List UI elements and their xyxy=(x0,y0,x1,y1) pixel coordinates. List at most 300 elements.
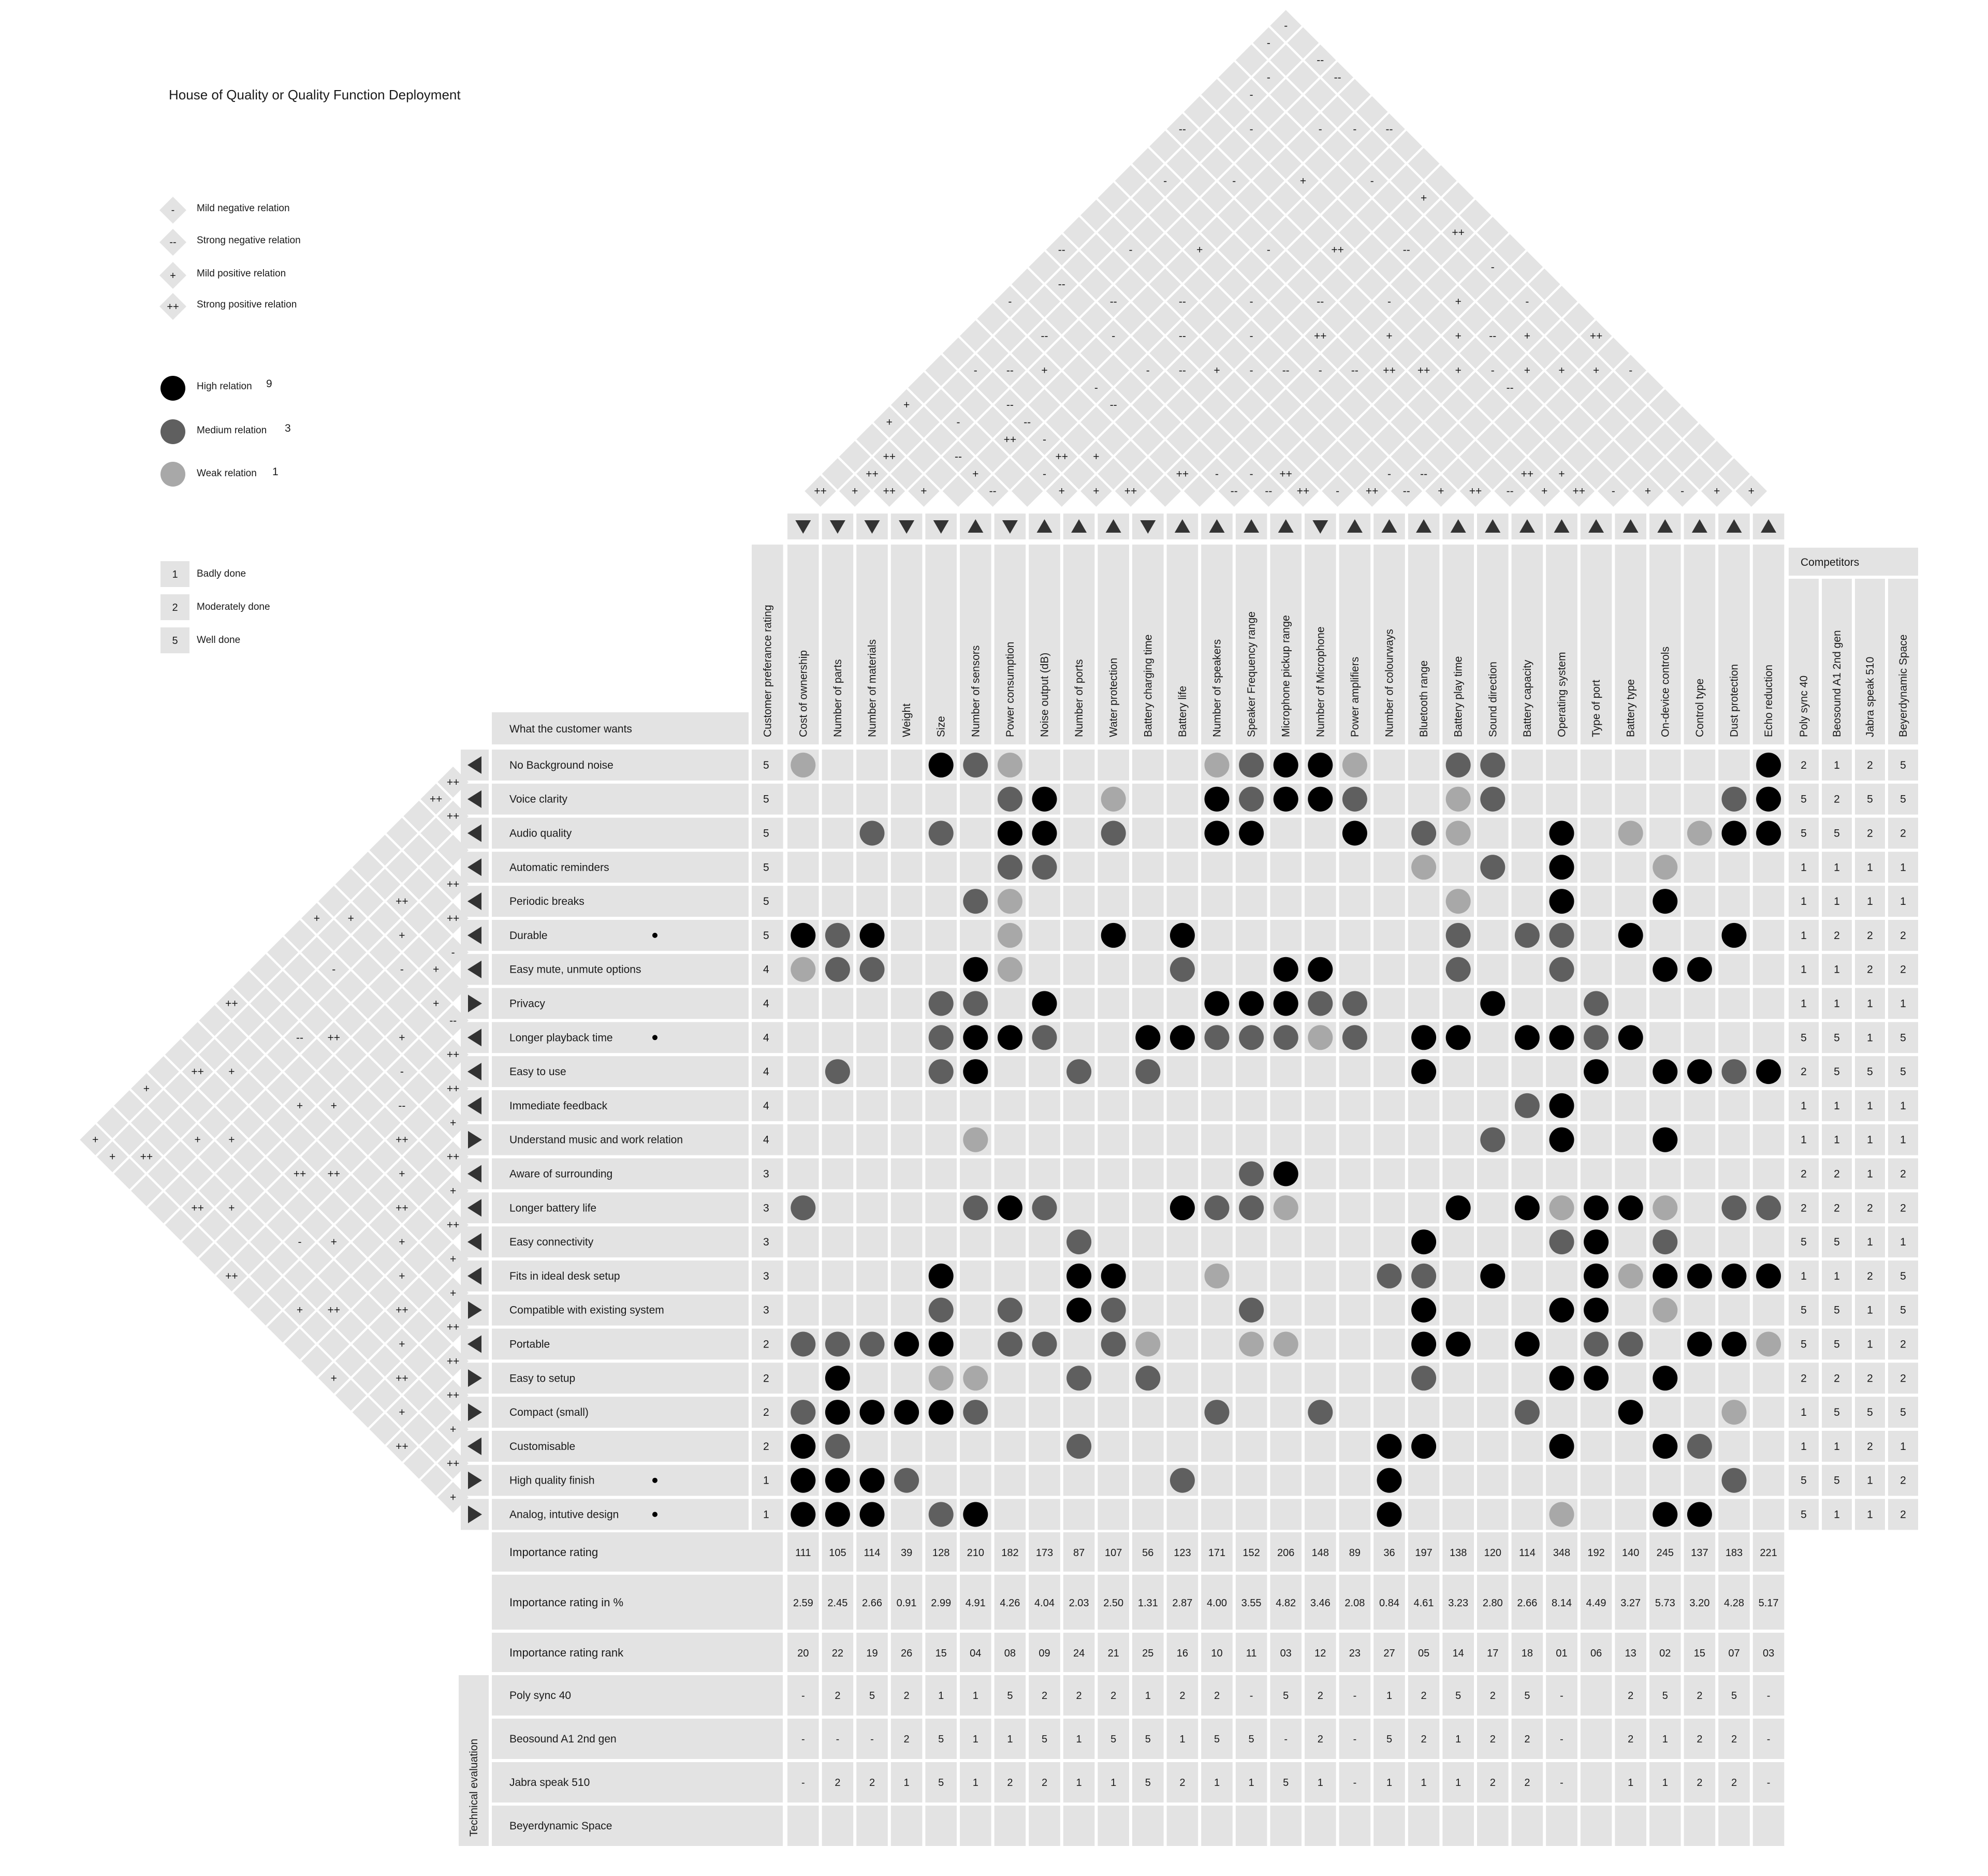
matrix-cell xyxy=(1753,920,1785,951)
high-relation-dot xyxy=(1446,1025,1471,1050)
matrix-cell xyxy=(1373,818,1405,849)
wall-correlation-symbol: + xyxy=(399,1236,405,1249)
roof-correlation-symbol: - xyxy=(1112,330,1116,342)
matrix-cell xyxy=(1201,886,1233,917)
importance-value: 4.28 xyxy=(1724,1597,1744,1609)
matrix-cell xyxy=(1753,1499,1785,1530)
medium-relation-dot xyxy=(1032,855,1057,880)
medium-relation-dot xyxy=(1480,787,1505,812)
legend-strong-negative-symbol: -- xyxy=(169,237,177,248)
matrix-cell xyxy=(1098,886,1129,917)
tech-eval-value: 2 xyxy=(1041,1777,1048,1789)
competitor-score: 1 xyxy=(1834,759,1840,771)
matrix-cell xyxy=(1063,1329,1095,1360)
medium-relation-dot xyxy=(1239,1162,1264,1186)
matrix-cell xyxy=(891,920,923,951)
want-rating: 4 xyxy=(763,963,769,976)
roof-correlation-symbol: -- xyxy=(1317,54,1324,67)
matrix-cell xyxy=(1512,1261,1543,1292)
matrix-cell xyxy=(1167,818,1198,849)
competitor-score: 2 xyxy=(1801,1168,1807,1180)
importance-value: 3.46 xyxy=(1310,1597,1331,1609)
roof-correlation-symbol: + xyxy=(1644,485,1651,497)
matrix-cell xyxy=(925,852,957,883)
importance-value: 14 xyxy=(1452,1648,1464,1659)
roof-correlation-symbol: + xyxy=(1455,330,1461,342)
competitor-score: 2 xyxy=(1801,759,1807,771)
wall-correlation-symbol: + xyxy=(399,1270,405,1282)
matrix-cell xyxy=(822,1226,854,1257)
medium-relation-dot xyxy=(998,855,1022,880)
importance-value: 4.00 xyxy=(1207,1597,1227,1609)
competitor-score: 1 xyxy=(1867,1508,1873,1521)
matrix-cell xyxy=(1718,988,1750,1019)
medium-relation-dot xyxy=(998,1332,1022,1357)
high-relation-dot xyxy=(1550,1025,1574,1050)
importance-value: 206 xyxy=(1277,1547,1295,1559)
matrix-cell xyxy=(1753,886,1785,917)
roof-correlation-symbol: -- xyxy=(1420,468,1428,480)
legend-weak-value: 1 xyxy=(272,466,279,478)
medium-relation-dot xyxy=(1550,923,1574,948)
importance-value: 192 xyxy=(1587,1547,1605,1559)
want-rating: 5 xyxy=(763,793,769,805)
matrix-cell xyxy=(1684,1090,1716,1121)
competitor-score: 1 xyxy=(1867,861,1873,874)
want-label: Periodic breaks xyxy=(509,896,584,908)
weak-relation-dot xyxy=(1239,1332,1264,1357)
matrix-cell xyxy=(1649,988,1681,1019)
matrix-cell xyxy=(1201,1124,1233,1155)
matrix-cell xyxy=(1753,1159,1785,1190)
want-label: Easy connectivity xyxy=(509,1236,594,1249)
roof-correlation-symbol: - xyxy=(1387,468,1391,480)
legend-mild-positive-label: Mild positive relation xyxy=(197,268,286,279)
medium-relation-dot xyxy=(825,923,850,948)
medium-relation-dot xyxy=(963,1400,988,1425)
technical-evaluation-label: Technical evaluation xyxy=(468,1738,480,1837)
matrix-cell xyxy=(1408,784,1440,815)
matrix-cell xyxy=(856,1124,888,1155)
matrix-cell xyxy=(1236,1431,1267,1462)
medium-relation-dot xyxy=(791,1332,815,1357)
medium-relation-dot xyxy=(929,1059,954,1084)
matrix-cell xyxy=(1063,1022,1095,1053)
high-relation-dot xyxy=(1274,1162,1298,1186)
weak-relation-dot xyxy=(791,753,815,778)
medium-relation-dot xyxy=(1480,855,1505,880)
tech-eval-value: 2 xyxy=(1317,1690,1323,1702)
competitor-score: 5 xyxy=(1834,1066,1840,1078)
competitor-score: 1 xyxy=(1834,998,1840,1010)
importance-value: 87 xyxy=(1073,1547,1085,1559)
matrix-cell xyxy=(1029,1431,1060,1462)
want-label: Customisable xyxy=(509,1440,576,1453)
matrix-cell xyxy=(856,1192,888,1223)
roof-correlation-symbol: ++ xyxy=(1314,330,1327,342)
matrix-cell xyxy=(1098,1124,1129,1155)
matrix-cell xyxy=(1339,1295,1371,1326)
tech-eval-cell xyxy=(925,1806,957,1846)
roof-correlation-symbol: -- xyxy=(989,485,997,497)
matrix-cell xyxy=(1132,1397,1164,1428)
roof-correlation-symbol: - xyxy=(1249,330,1253,342)
importance-value: 8.14 xyxy=(1552,1597,1572,1609)
matrix-cell xyxy=(1373,1124,1405,1155)
matrix-cell xyxy=(1201,1362,1233,1394)
matrix-cell xyxy=(1305,1329,1336,1360)
matrix-cell xyxy=(1132,1159,1164,1190)
matrix-cell xyxy=(1512,1295,1543,1326)
tech-eval-value: 2 xyxy=(1214,1690,1220,1702)
importance-value: 3.55 xyxy=(1241,1597,1262,1609)
matrix-cell xyxy=(1063,1124,1095,1155)
medium-relation-dot xyxy=(1205,1400,1230,1425)
wall-correlation-symbol: ++ xyxy=(396,1440,408,1453)
matrix-cell xyxy=(1684,886,1716,917)
roof-correlation-symbol: ++ xyxy=(1331,244,1344,256)
importance-value: 210 xyxy=(967,1547,984,1559)
matrix-cell xyxy=(1270,1090,1302,1121)
tech-eval-value: 2 xyxy=(1731,1777,1737,1789)
matrix-cell xyxy=(891,1022,923,1053)
medium-relation-dot xyxy=(1239,1195,1264,1220)
competitor-score: 1 xyxy=(1801,929,1807,942)
high-relation-dot xyxy=(1756,1059,1781,1084)
high-relation-dot xyxy=(791,923,815,948)
tech-eval-value: 5 xyxy=(1145,1777,1151,1789)
high-relation-dot xyxy=(1653,1502,1677,1527)
matrix-cell xyxy=(1718,1124,1750,1155)
medium-relation-dot xyxy=(1411,821,1436,846)
competitor-score: 1 xyxy=(1900,1100,1906,1112)
matrix-cell xyxy=(1236,1124,1267,1155)
importance-value: 27 xyxy=(1383,1648,1395,1659)
want-label: Compatible with existing system xyxy=(509,1304,664,1316)
wall-correlation-symbol: - xyxy=(451,946,455,959)
matrix-cell xyxy=(1373,1362,1405,1394)
matrix-cell xyxy=(960,920,991,951)
medium-relation-dot xyxy=(1066,1229,1091,1254)
high-relation-dot xyxy=(825,1468,850,1493)
wall-correlation-symbol: ++ xyxy=(327,1168,341,1180)
medium-relation-dot xyxy=(1101,1298,1126,1323)
competitor-score: 5 xyxy=(1900,1066,1906,1078)
roof-correlation-symbol: -- xyxy=(1178,296,1186,308)
competitor-score: 2 xyxy=(1867,929,1873,942)
matrix-cell xyxy=(891,784,923,815)
medium-relation-dot xyxy=(1342,1025,1367,1050)
tech-eval-value: 2 xyxy=(1110,1690,1117,1702)
tech-eval-value: 2 xyxy=(1421,1690,1427,1702)
matrix-cell xyxy=(1132,1124,1164,1155)
competitor-score: 2 xyxy=(1867,1372,1873,1385)
tech-eval-value: 1 xyxy=(1007,1734,1013,1745)
want-label: Privacy xyxy=(509,998,545,1010)
roof-correlation-symbol: -- xyxy=(1489,330,1497,342)
medium-relation-dot xyxy=(1170,957,1195,982)
roof-correlation-symbol: - xyxy=(1094,382,1098,394)
tech-eval-value: 2 xyxy=(835,1690,841,1702)
matrix-cell xyxy=(1581,1090,1612,1121)
requirement-header-label: Battery play time xyxy=(1452,656,1465,737)
matrix-cell xyxy=(1408,988,1440,1019)
matrix-cell xyxy=(1132,1192,1164,1223)
high-relation-dot xyxy=(1550,1366,1574,1390)
matrix-cell xyxy=(1201,1295,1233,1326)
matrix-cell xyxy=(1098,1431,1129,1462)
matrix-cell xyxy=(960,784,991,815)
high-relation-dot xyxy=(929,1264,954,1288)
wall-correlation-symbol: ++ xyxy=(140,1151,153,1163)
tech-eval-value: 1 xyxy=(1248,1777,1254,1789)
wall-correlation-symbol: ++ xyxy=(327,1304,341,1316)
wall-correlation-symbol: + xyxy=(228,1134,235,1146)
want-marker-dot xyxy=(652,1035,657,1040)
wall-correlation-symbol: + xyxy=(296,1304,303,1316)
competitor-score: 2 xyxy=(1900,963,1906,976)
matrix-cell xyxy=(1408,1499,1440,1530)
roof-correlation-symbol: + xyxy=(1214,364,1220,377)
roof-correlation-symbol: -- xyxy=(1351,364,1358,377)
wall-correlation-symbol: ++ xyxy=(446,878,460,891)
high-relation-dot xyxy=(860,923,885,948)
roof-correlation-symbol: + xyxy=(1541,485,1548,497)
roof-correlation-symbol: -- xyxy=(1024,416,1031,429)
matrix-cell xyxy=(925,1159,957,1190)
matrix-cell xyxy=(1615,784,1646,815)
want-label: Automatic reminders xyxy=(509,861,609,874)
high-relation-dot xyxy=(791,1502,815,1527)
competitor-score: 2 xyxy=(1900,1372,1906,1385)
matrix-cell xyxy=(1098,852,1129,883)
high-relation-dot xyxy=(825,1400,850,1425)
matrix-cell xyxy=(1581,784,1612,815)
matrix-cell xyxy=(1029,886,1060,917)
want-label: Audio quality xyxy=(509,827,572,840)
tech-eval-value: 5 xyxy=(1041,1734,1048,1745)
roof-correlation-symbol: ++ xyxy=(1279,468,1292,480)
medium-relation-dot xyxy=(1550,957,1574,982)
competitor-score: 2 xyxy=(1834,929,1840,942)
matrix-cell xyxy=(995,1124,1026,1155)
importance-value: 3.20 xyxy=(1689,1597,1710,1609)
competitor-score: 1 xyxy=(1867,998,1873,1010)
tech-eval-value: 2 xyxy=(1524,1734,1530,1745)
legend-medium-value: 3 xyxy=(285,422,291,434)
matrix-cell xyxy=(1512,1499,1543,1530)
competitor-score: 5 xyxy=(1900,1270,1906,1282)
medium-relation-dot xyxy=(1032,1025,1057,1050)
roof-correlation-symbol: -- xyxy=(1058,244,1065,256)
high-relation-dot xyxy=(860,1400,885,1425)
matrix-cell xyxy=(1753,1465,1785,1496)
wall-correlation-symbol: ++ xyxy=(446,1151,460,1163)
matrix-cell xyxy=(1063,784,1095,815)
competitor-score: 2 xyxy=(1867,1440,1873,1453)
high-relation-dot xyxy=(1411,1229,1436,1254)
want-rating: 3 xyxy=(763,1202,769,1214)
matrix-cell xyxy=(1201,1159,1233,1190)
matrix-cell xyxy=(1305,1124,1336,1155)
customer-wants-header-label: What the customer wants xyxy=(509,723,632,735)
competitor-score: 1 xyxy=(1834,1440,1840,1453)
tech-eval-value: 2 xyxy=(1697,1690,1703,1702)
roof-correlation-symbol: ++ xyxy=(1589,330,1603,342)
matrix-cell xyxy=(1098,1056,1129,1087)
want-marker-dot xyxy=(652,933,657,938)
matrix-cell xyxy=(1098,1159,1129,1190)
matrix-cell xyxy=(1063,1499,1095,1530)
roof-correlation-symbol: - xyxy=(1370,175,1374,187)
competitor-score: 5 xyxy=(1801,827,1807,840)
want-rating: 5 xyxy=(763,896,769,908)
high-relation-dot xyxy=(1205,821,1230,846)
matrix-cell xyxy=(1477,954,1509,985)
tech-eval-cell xyxy=(1442,1806,1474,1846)
wall-correlation-symbol: -- xyxy=(296,1032,303,1044)
matrix-cell xyxy=(1029,1056,1060,1087)
competitor-score: 5 xyxy=(1867,793,1873,805)
importance-value: 01 xyxy=(1556,1648,1568,1659)
tech-eval-cell xyxy=(1753,1806,1785,1846)
competitor-score: 1 xyxy=(1867,1100,1873,1112)
competitor-score: 1 xyxy=(1801,998,1807,1010)
matrix-cell xyxy=(856,988,888,1019)
matrix-cell xyxy=(1718,750,1750,781)
wall-correlation-symbol: + xyxy=(313,913,320,925)
tech-eval-cell xyxy=(1098,1806,1129,1846)
matrix-cell xyxy=(1339,920,1371,951)
high-relation-dot xyxy=(1411,1434,1436,1459)
weak-relation-dot xyxy=(1446,821,1471,846)
matrix-cell xyxy=(1753,988,1785,1019)
medium-relation-dot xyxy=(1515,1400,1540,1425)
medium-relation-dot xyxy=(1756,1195,1781,1220)
matrix-cell xyxy=(1581,1431,1612,1462)
medium-relation-dot xyxy=(860,1332,885,1357)
tech-eval-value: 2 xyxy=(903,1690,910,1702)
high-relation-dot xyxy=(1722,1332,1747,1357)
competitor-score: 2 xyxy=(1867,963,1873,976)
matrix-cell xyxy=(822,1295,854,1326)
competitor-score: 5 xyxy=(1801,1236,1807,1249)
matrix-cell xyxy=(1132,818,1164,849)
wall-correlation-symbol: ++ xyxy=(446,1389,460,1402)
importance-value: 123 xyxy=(1174,1547,1191,1559)
matrix-cell xyxy=(891,1499,923,1530)
high-relation-dot xyxy=(1584,1264,1609,1288)
roof-correlation-symbol: ++ xyxy=(1296,485,1310,497)
importance-value: 2.59 xyxy=(793,1597,813,1609)
matrix-cell xyxy=(1408,954,1440,985)
matrix-cell xyxy=(1477,1022,1509,1053)
roof-correlation-symbol: ++ xyxy=(1003,433,1017,446)
matrix-cell xyxy=(822,886,854,917)
roof-correlation-symbol: -- xyxy=(1178,330,1186,342)
requirement-header-label: Number of materials xyxy=(866,639,879,737)
tech-eval-value: - xyxy=(1766,1690,1771,1702)
matrix-cell xyxy=(1442,1261,1474,1292)
high-relation-dot xyxy=(1653,1059,1677,1084)
importance-value: 221 xyxy=(1760,1547,1777,1559)
matrix-cell xyxy=(1339,1124,1371,1155)
matrix-cell xyxy=(925,1465,957,1496)
want-label: Longer playback time xyxy=(509,1032,613,1044)
medium-relation-dot xyxy=(1101,1332,1126,1357)
medium-relation-dot xyxy=(1722,1059,1747,1084)
tech-eval-value: 1 xyxy=(972,1734,978,1745)
matrix-cell xyxy=(1442,1465,1474,1496)
tech-eval-value: 2 xyxy=(1076,1690,1082,1702)
high-relation-dot xyxy=(1515,1025,1540,1050)
requirement-header-label: Battery capacity xyxy=(1521,659,1533,737)
matrix-cell xyxy=(856,852,888,883)
wall-correlation-symbol: + xyxy=(143,1083,150,1095)
tech-eval-cell xyxy=(1339,1806,1371,1846)
importance-value: 1.31 xyxy=(1137,1597,1158,1609)
matrix-cell xyxy=(1201,1499,1233,1530)
roof-correlation-symbol: + xyxy=(1420,192,1427,204)
roof-correlation-symbol: - xyxy=(973,364,977,377)
tech-eval-value: - xyxy=(1560,1777,1563,1789)
competitor-score: 5 xyxy=(1834,1236,1840,1249)
tech-eval-value: 1 xyxy=(1455,1777,1461,1789)
tech-eval-value: 1 xyxy=(1076,1777,1082,1789)
roof-correlation-symbol: - xyxy=(1249,89,1253,101)
wall-correlation-symbol: ++ xyxy=(191,1202,204,1214)
roof-correlation-symbol: ++ xyxy=(1417,364,1430,377)
medium-relation-dot xyxy=(1446,923,1471,948)
matrix-cell xyxy=(787,1295,819,1326)
matrix-cell xyxy=(1442,1226,1474,1257)
wall-correlation-symbol: + xyxy=(228,1066,235,1078)
wall-correlation-symbol: ++ xyxy=(446,776,460,788)
competitor-score: 5 xyxy=(1801,1474,1807,1487)
roof-correlation-symbol: ++ xyxy=(814,485,827,497)
competitor-score: 2 xyxy=(1900,929,1906,942)
weak-relation-dot xyxy=(1550,1502,1574,1527)
importance-value: 152 xyxy=(1242,1547,1260,1559)
roof-correlation-symbol: - xyxy=(1353,123,1357,136)
tech-eval-value: 2 xyxy=(1628,1690,1634,1702)
legend-rating-2-value: 2 xyxy=(172,602,178,613)
matrix-cell xyxy=(856,1056,888,1087)
high-relation-dot xyxy=(825,1366,850,1390)
matrix-cell xyxy=(960,1159,991,1190)
medium-relation-dot xyxy=(1722,787,1747,812)
matrix-cell xyxy=(1615,1159,1646,1190)
wall-correlation-symbol: + xyxy=(228,1202,235,1214)
matrix-cell xyxy=(1029,1124,1060,1155)
wall-correlation-symbol: -- xyxy=(449,1015,457,1027)
want-rating: 4 xyxy=(763,1100,769,1112)
matrix-cell xyxy=(1373,954,1405,985)
matrix-cell xyxy=(1236,886,1267,917)
tech-eval-cell xyxy=(822,1806,854,1846)
importance-value: 09 xyxy=(1039,1648,1050,1659)
importance-value: 245 xyxy=(1656,1547,1674,1559)
high-relation-dot xyxy=(1377,1468,1402,1493)
matrix-cell xyxy=(1339,1499,1371,1530)
legend-strong-negative-label: Strong negative relation xyxy=(197,235,301,246)
high-relation-dot xyxy=(1239,991,1264,1016)
matrix-cell xyxy=(891,886,923,917)
tech-eval-value: 1 xyxy=(1455,1734,1461,1745)
roof-correlation-symbol: ++ xyxy=(1176,468,1189,480)
matrix-cell xyxy=(1581,886,1612,917)
matrix-cell xyxy=(856,886,888,917)
